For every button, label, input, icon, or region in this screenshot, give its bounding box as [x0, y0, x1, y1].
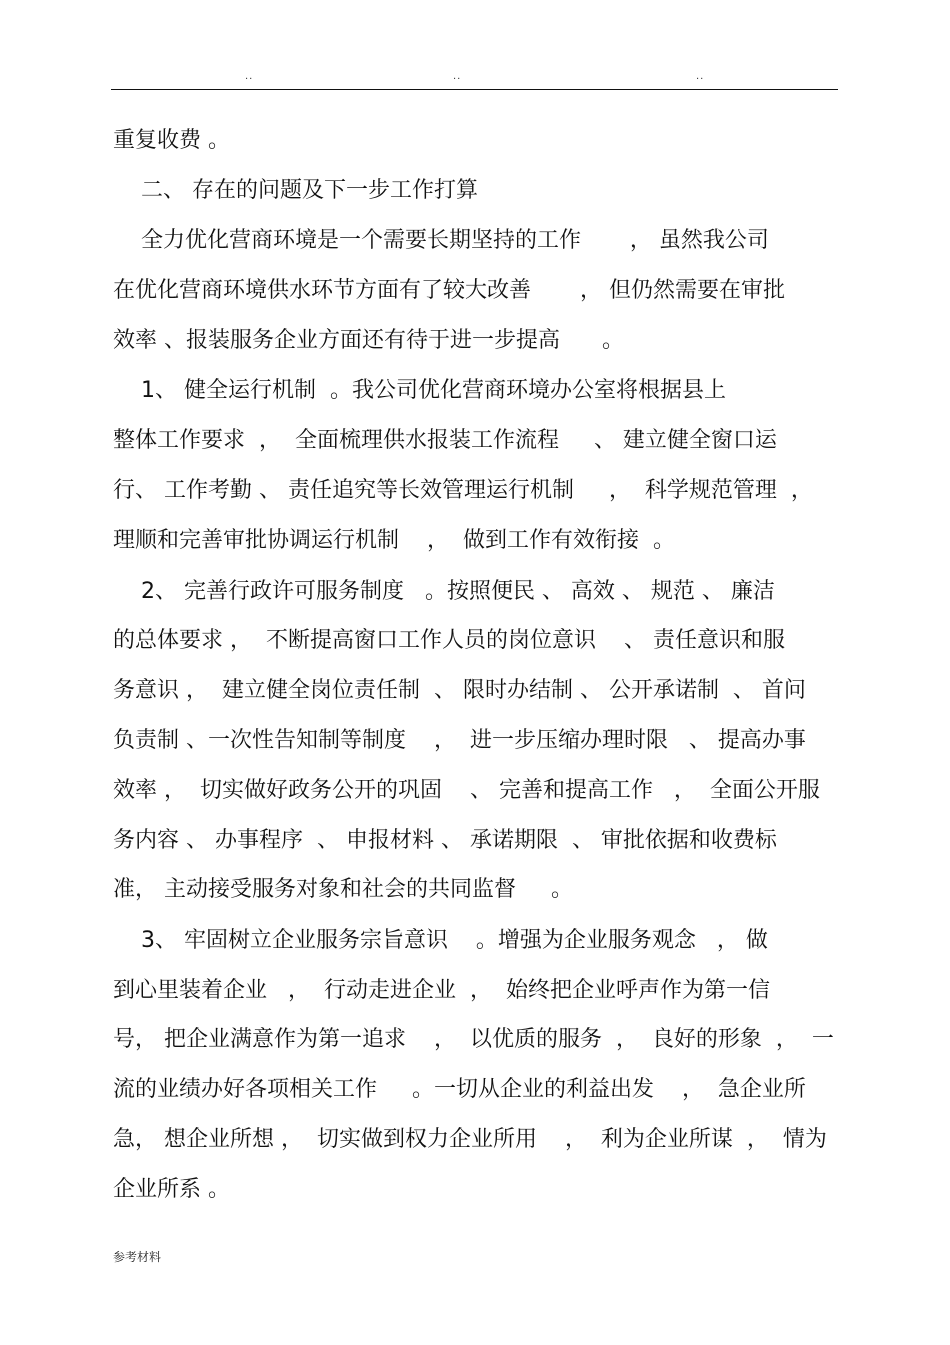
- text-line: 1、 健全运行机制 。我公司优化营商环境办公室将根据县上: [113, 378, 726, 403]
- text-line: 效率 ， 切实做好政务公开的巩固 、 完善和提高工作 ， 全面公开服: [113, 778, 820, 803]
- text-line: 的总体要求 ， 不断提高窗口工作人员的岗位意识 、 责任意识和服: [113, 628, 785, 653]
- text-line: 负责制 、一次性告知制等制度 ， 进一步压缩办理时限 、 提高办事: [113, 728, 806, 753]
- text-line: 急， 想企业所想 ， 切实做到权力企业所用 ， 利为企业所谋 ， 情为: [113, 1127, 827, 1152]
- text-line: 全力优化营商环境是一个需要长期坚持的工作 ， 虽然我公司: [113, 228, 769, 253]
- text-line: 务内容 、 办事程序 、 申报材料 、 承诺期限 、 审批依据和收费标: [113, 828, 777, 853]
- header-dot-2: ..: [453, 71, 462, 82]
- page-footer-label: 参考材料: [113, 1250, 162, 1264]
- header-rule: [111, 89, 838, 90]
- text-line: 务意识 ， 建立健全岗位责任制 、 限时办结制 、 公开承诺制 、 首问: [113, 678, 806, 703]
- header-dot-1: ..: [245, 71, 254, 82]
- text-line: 3、 牢固树立企业服务宗旨意识 。增强为企业服务观念 ， 做: [113, 928, 768, 953]
- text-line: 到心里装着企业 ， 行动走进企业 ， 始终把企业呼声作为第一信: [113, 978, 770, 1003]
- section-heading: 二、 存在的问题及下一步工作打算: [113, 178, 478, 203]
- text-line: 行、 工作考勤 、 责任追究等长效管理运行机制 ， 科学规范管理 ，: [113, 478, 813, 503]
- text-line: 企业所系 。: [113, 1177, 230, 1202]
- header-dot-3: ..: [696, 71, 705, 82]
- text-line: 2、 完善行政许可服务制度 。按照便民 、 高效 、 规范 、 廉洁: [113, 579, 775, 604]
- text-line: 整体工作要求 ， 全面梳理供水报装工作流程 、 建立健全窗口运: [113, 428, 777, 453]
- text-line: 流的业绩办好各项相关工作 。一切从企业的利益出发 ， 急企业所: [113, 1077, 806, 1102]
- page-header-dots: [0, 72, 950, 88]
- text-line: 效率 、报装服务企业方面还有待于进一步提高 。: [113, 328, 624, 353]
- text-line: 准， 主动接受服务对象和社会的共同监督 。: [113, 877, 573, 902]
- text-line: 理顺和完善审批协调运行机制 ， 做到工作有效衔接 。: [113, 528, 675, 553]
- text-line: 号， 把企业满意作为第一追求 ， 以优质的服务 ， 良好的形象 ， 一: [113, 1027, 834, 1052]
- text-line: 重复收费 。: [113, 128, 230, 153]
- text-line: 在优化营商环境供水环节方面有了较大改善 ， 但仍然需要在审批: [113, 278, 785, 303]
